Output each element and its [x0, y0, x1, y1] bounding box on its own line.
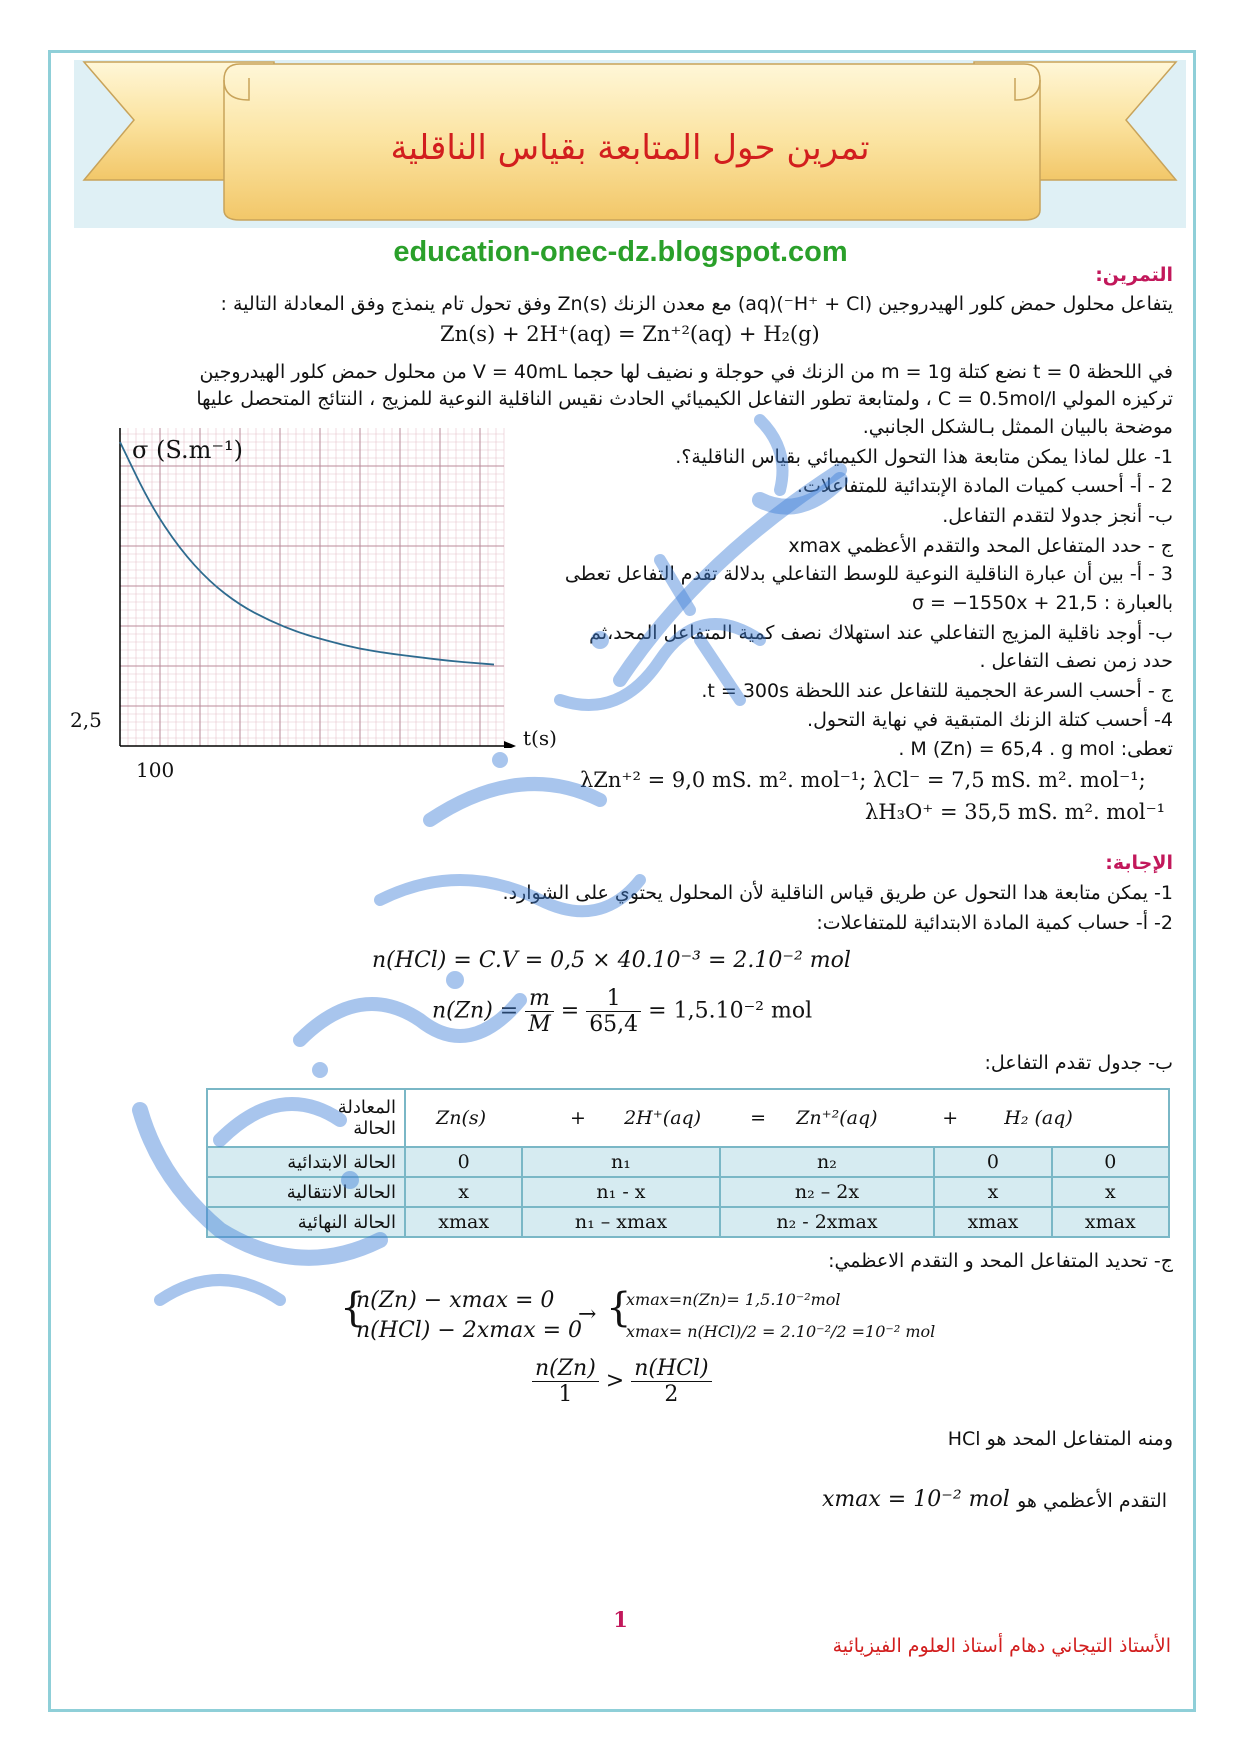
fraction-M: M: [528, 1012, 551, 1037]
table-cell: 0: [1052, 1147, 1169, 1177]
fraction-one: 1: [586, 986, 641, 1012]
exercise-line-1: في اللحظة t = 0 نضع كتلة m = 1g من الزنك في حوجلة و نضيف لها حجما V = 40mL من محلول حمض كلور الهيدروجين: [199, 361, 1173, 383]
row-label: الحالة الانتقالية: [207, 1177, 405, 1207]
table-header-state: الحالة: [353, 1118, 396, 1139]
question-3b-line-1: ب- أوجد ناقلية المزيج التفاعلي عند استهلاك نصف كمية المتفاعل المحد،ثم: [589, 622, 1173, 644]
table-header-equation: المعادلة: [337, 1097, 396, 1118]
xmax-value: xmax = 10⁻² mol: [822, 1487, 1010, 1512]
comparison-two: 2: [664, 1382, 679, 1407]
graph-minor-grid: [120, 428, 504, 746]
graph-y-tick: 2,5: [70, 708, 102, 732]
term-plus-2: +: [942, 1107, 959, 1129]
exercise-heading: التمرين:: [1095, 264, 1173, 286]
limiting-reactant: ومنه المتفاعل المحد هو HCl: [947, 1428, 1173, 1450]
graph-y-label: σ (S.m⁻¹): [132, 436, 243, 464]
graph-x-tick: 100: [136, 758, 175, 782]
term-plus-1: +: [570, 1107, 586, 1129]
reaction-equation: Zn(s) + 2H⁺(aq) = Zn⁺²(aq) + H₂(g): [440, 322, 820, 346]
result-2: xmax= n(HCl)/2 = 2.10⁻²/2 =10⁻² mol: [626, 1322, 936, 1341]
author-credit: الأستاذ التيجاني دهام أستاذ العلوم الفيزيائية: [832, 1635, 1171, 1657]
term-h: 2H⁺(aq): [624, 1107, 702, 1129]
graph-x-label: t(s): [523, 726, 557, 750]
comparison-left-fraction: [532, 1356, 599, 1407]
table-cell: x: [1052, 1177, 1169, 1207]
fraction-m: m: [525, 986, 554, 1012]
table-cell: n₁ - x: [522, 1177, 719, 1207]
question-3a: 3 - أ- بين أن عبارة الناقلية النوعية للوسط التفاعلي بدلالة تقدم التفاعل تعطى: [564, 563, 1173, 585]
table-cell: n₂: [720, 1147, 935, 1177]
system-arrow: →: [578, 1302, 597, 1327]
table-cell: 0: [934, 1147, 1051, 1177]
conductivity-graph: [118, 426, 518, 748]
equation-n-zn-right: = 1,5.10⁻² mol: [648, 998, 813, 1024]
table-cell: 0: [405, 1147, 522, 1177]
table-cell: n₂ - 2xmax: [720, 1207, 935, 1237]
equation-n-zn-left: n(Zn) =: [432, 998, 519, 1024]
question-3a-expression: بالعبارة : σ = −1550x + 21,5: [911, 592, 1173, 614]
table-equation-cell: [405, 1089, 1169, 1147]
term-equals: =: [750, 1107, 767, 1129]
comparison-n-hcl: n(HCl): [631, 1356, 711, 1382]
answer-1: 1- يمكن متابعة هدا التحول عن طريق قياس الناقلية لأن المحلول يحتوي على الشوارد.: [502, 882, 1173, 904]
answer-2b: ب- جدول تقدم التفاعل:: [984, 1052, 1173, 1074]
given-molar-mass: تعطى: M (Zn) = 65,4 . g mol .: [898, 738, 1173, 760]
term-h2: H₂ (aq): [1004, 1107, 1073, 1129]
row-label: الحالة الابتدائية: [207, 1147, 405, 1177]
question-2a: 2 - أ- أحسب كميات المادة الإبتدائية للمتفاعلات.: [796, 475, 1173, 497]
term-zn2: Zn⁺²(aq): [796, 1107, 878, 1129]
answer-heading: الإجابة:: [1105, 852, 1173, 874]
question-2b: ب- أنجز جدولا لتقدم التفاعل.: [942, 505, 1173, 527]
comparison-right-fraction: [631, 1356, 711, 1407]
fraction-1-over-654: [586, 986, 641, 1037]
advancement-table: [206, 1088, 1170, 1238]
comparison-greater: >: [605, 1368, 625, 1394]
system-eq-2: n(HCl) − 2xmax = 0: [356, 1318, 583, 1343]
term-zn: Zn(s): [436, 1107, 487, 1129]
row-label: الحالة النهائية: [207, 1207, 405, 1237]
fraction-m-over-M: [525, 986, 554, 1037]
question-2c: ج - حدد المتفاعل المحد والتقدم الأعظمي xmax: [788, 535, 1173, 557]
question-1: 1- علل لماذا يمكن متابعة هذا التحول الكيميائي بقياس الناقلية؟.: [675, 446, 1173, 468]
question-3b-line-2: حدد زمن نصف التفاعل .: [979, 650, 1173, 672]
exercise-intro: يتفاعل محلول حمض كلور الهيدروجين (H⁺ + Cl⁻)(aq) مع معدن الزنك Zn(s) وفق تحول تام ينمذج وفق المعادلة التالية :: [220, 293, 1173, 315]
comparison: [532, 1356, 712, 1407]
comparison-one: 1: [558, 1382, 573, 1407]
graph-x-axis-arrow: [504, 741, 516, 748]
equation-n-zn: n(Zn) = $\frac{m}{M}$ = $\frac{1}{65,4}$ = 1,5.10⁻² mol: [432, 986, 813, 1037]
question-4: 4- أحسب كتلة الزنك المتبقية في نهاية التحول.: [807, 709, 1173, 731]
table-header-label: [207, 1089, 405, 1147]
question-3c: ج - أحسب السرعة الحجمية للتفاعل عند اللحظة t = 300s.: [701, 680, 1173, 702]
equation-n-hcl: n(HCl) = C.V = 0,5 × 40.10⁻³ = 2.10⁻² mol: [372, 948, 851, 973]
table-cell: x: [934, 1177, 1051, 1207]
fraction-654: 65,4: [589, 1012, 639, 1037]
given-lambda-line-1: λZn⁺² = 9,0 mS. m². mol⁻¹; λCl⁻ = 7,5 mS. m². mol⁻¹;: [580, 768, 1146, 792]
table-header-row: [207, 1089, 1169, 1147]
exercise-line-3: موضحة بالبيان الممثل بـالشكل الجانبي.: [862, 416, 1173, 438]
answer-2c: ج- تحديد المتفاعل المحد و التقدم الاعظمي:: [828, 1250, 1173, 1272]
xmax-label: التقدم الأعظمي هو: [1017, 1490, 1167, 1512]
system-brace-left: {: [340, 1285, 366, 1331]
system-brace-right: {: [606, 1285, 632, 1331]
result-1: xmax=n(Zn)= 1,5.10⁻²mol: [626, 1290, 841, 1309]
table-row: [207, 1207, 1169, 1237]
answer-2a: 2- أ- حساب كمية المادة الابتدائية للمتفاعلات:: [816, 912, 1173, 934]
table-row: [207, 1147, 1169, 1177]
table-cell: n₁ – xmax: [522, 1207, 719, 1237]
exercise-line-2: تركيزه المولي C = 0.5mol/l ، ولمتابعة تطور التفاعل الكيميائي الحادث نقيس الناقلية النوعية للمزيج ، النتائج المتحصل عليها: [196, 388, 1173, 410]
comparison-n-zn: n(Zn): [532, 1356, 599, 1382]
table-cell: xmax: [1052, 1207, 1169, 1237]
page-number: 1: [613, 1607, 628, 1632]
table-cell: n₂ – 2x: [720, 1177, 935, 1207]
system-eq-1: n(Zn) − xmax = 0: [356, 1288, 555, 1313]
site-url[interactable]: education-onec-dz.blogspot.com: [393, 236, 848, 268]
table-row: [207, 1177, 1169, 1207]
table-cell: x: [405, 1177, 522, 1207]
table-cell: xmax: [934, 1207, 1051, 1237]
banner-title: تمرين حول المتابعة بقياس الناقلية: [390, 128, 870, 168]
given-lambda-line-2: λH₃O⁺ = 35,5 mS. m². mol⁻¹: [865, 800, 1166, 824]
table-cell: xmax: [405, 1207, 522, 1237]
table-cell: n₁: [522, 1147, 719, 1177]
